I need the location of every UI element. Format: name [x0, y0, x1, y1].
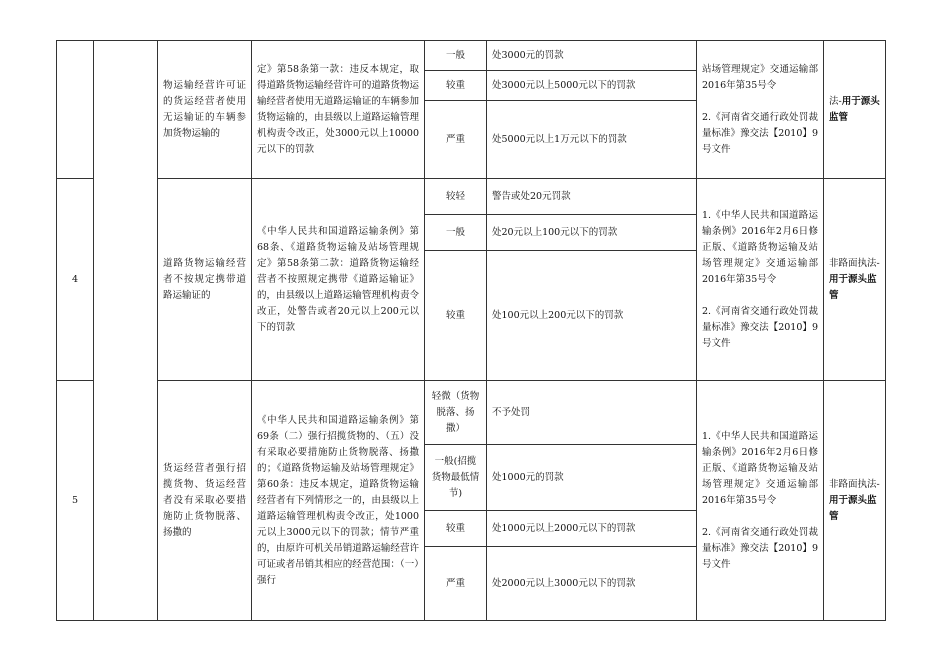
severity-level: 较重: [425, 71, 487, 101]
remark-text: 非路面执法-: [829, 478, 880, 490]
row-number: [57, 41, 94, 179]
row-number: 4: [57, 179, 94, 381]
reference-1: 站场管理规定》交通运输部2016年第35号令: [702, 63, 818, 91]
reference-1: 1.《中华人民共和国道路运输条例》2016年2月6日修正版、《道路货物运输及站场管理规定》交通运输部2016年第35号令: [702, 209, 818, 285]
remark-text: 非路面执法-: [829, 257, 880, 269]
remark: [824, 179, 886, 381]
legal-basis: 《中华人民共和国道路运输条例》第68条、《道路货物运输及站场管理规定》第58条第二款：道路货物运输经营者不按照规定携带《道路运输证》的，由县级以上道路运输管理机构责令改正，处警告或者20元以上200元以下的罚款: [252, 179, 425, 381]
category-cell: [94, 41, 158, 621]
severity-level: 较重: [425, 511, 487, 547]
penalty-standard: 处20元以上100元以下的罚款: [487, 215, 697, 251]
remark-emphasis: 用于源头监管: [829, 95, 880, 123]
reference-docs: [697, 179, 824, 381]
reference-1: 1.《中华人民共和国道路运输条例》2016年2月6日修正版、《道路货物运输及站场管理规定》交通运输部2016年第35号令: [702, 430, 818, 506]
remark-emphasis: 用于源头监管: [829, 273, 877, 301]
violation-item: 物运输经营许可证的货运经营者使用无运输证的车辆参加货物运输的: [158, 41, 252, 179]
penalty-standard: 处3000元的罚款: [487, 41, 697, 71]
reference-2: 2.《河南省交通行政处罚裁量标准》豫交法【2010】9号文件: [702, 526, 818, 570]
penalty-standard: 处3000元以上5000元以下的罚款: [487, 71, 697, 101]
remark-text: 法-: [829, 95, 842, 107]
severity-level: 严重: [425, 101, 487, 179]
table-row: [57, 381, 886, 445]
penalty-standard: 处1000元以上2000元以下的罚款: [487, 511, 697, 547]
reference-docs: [697, 381, 824, 621]
penalty-standard: 处100元以上200元以下的罚款: [487, 251, 697, 381]
severity-level: 较重: [425, 251, 487, 381]
penalty-standard: 处2000元以上3000元以下的罚款: [487, 547, 697, 621]
legal-basis: 定》第58条第一款：违反本规定，取得道路货物运输经营许可的道路货物运输经营者使用无道路运输证的车辆参加货物运输的，由县级以上道路运输管理机构责令改正，处3000元以上10000元以下的罚款: [252, 41, 425, 179]
violation-item: 道路货物运输经营者不按规定携带道路运输证的: [158, 179, 252, 381]
reference-2: 2.《河南省交通行政处罚裁量标准》豫交法【2010】9号文件: [702, 111, 818, 155]
penalty-discretion-table: [56, 40, 886, 621]
legal-basis: 《中华人民共和国道路运输条例》第69条（二）强行招揽货物的、（五）没有采取必要措施防止货物脱落、扬撒的；《道路货物运输及站场管理规定》第60条：违反本规定，道路货物运输经营者有下列情形之一的，由县级以上道路运输管理机构责令改正，处1000元以上3000元以下的罚款；情节严重的，由原许可机关吊销道路运输经营许可证或者吊销其相应的经营范围：（一）强行: [252, 381, 425, 621]
severity-level: 一般: [425, 215, 487, 251]
table-row: [57, 41, 886, 71]
severity-level: 严重: [425, 547, 487, 621]
table-row: [57, 179, 886, 215]
reference-docs: [697, 41, 824, 179]
severity-level: 一般(招揽货物最低情节): [425, 445, 487, 511]
severity-level: 较轻: [425, 179, 487, 215]
remark: [824, 381, 886, 621]
severity-level: 一般: [425, 41, 487, 71]
penalty-standard: 不予处罚: [487, 381, 697, 445]
penalty-standard: 处1000元的罚款: [487, 445, 697, 511]
remark: [824, 41, 886, 179]
remark-emphasis: 用于源头监管: [829, 494, 877, 522]
penalty-standard: 处5000元以上1万元以下的罚款: [487, 101, 697, 179]
severity-level: 轻微（货物脱落、扬撒）: [425, 381, 487, 445]
penalty-standard: 警告或处20元罚款: [487, 179, 697, 215]
reference-2: 2.《河南省交通行政处罚裁量标准》豫交法【2010】9号文件: [702, 305, 818, 349]
row-number: 5: [57, 381, 94, 621]
violation-item: 货运经营者强行招揽货物、货运经营者没有采取必要措施防止货物脱落、扬撒的: [158, 381, 252, 621]
